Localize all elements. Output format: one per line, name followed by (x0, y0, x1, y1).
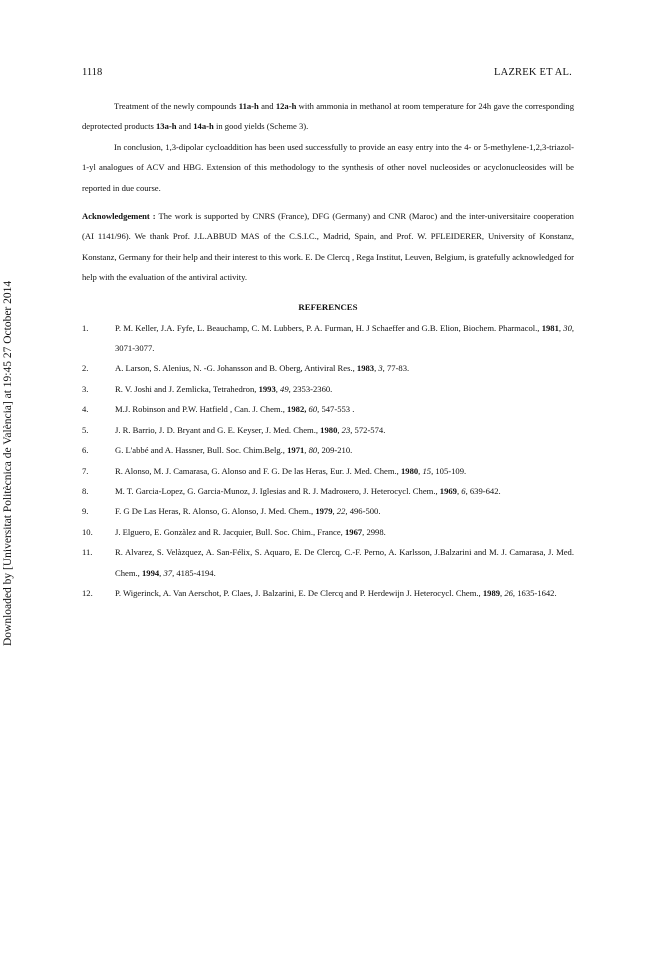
reference-volume: 60 (308, 404, 318, 415)
reference-number: 9. (82, 506, 89, 517)
reference-volume: 6 (461, 485, 466, 496)
reference-volume: 49 (280, 383, 289, 394)
reference-item (82, 379, 574, 399)
reference-item (82, 440, 574, 460)
reference-number: 5. (82, 424, 89, 435)
reference-number: 1. (82, 322, 89, 333)
reference-item (82, 542, 574, 583)
reference-pages: , 639-642. (465, 485, 501, 496)
compound-label: 14a-h (193, 121, 214, 132)
reference-volume: 3 (378, 363, 383, 374)
reference-authors: J. R. Barrio, J. D. Bryant and G. E. Keyser, J. Med. Chem., (115, 424, 321, 435)
reference-separator: , (500, 587, 505, 598)
text-run: in good yields (Scheme 3). (213, 121, 309, 132)
reference-item (82, 522, 574, 542)
reference-separator: , (159, 567, 164, 578)
reference-number: 6. (82, 445, 89, 456)
reference-pages: , 4185-4194. (172, 567, 216, 578)
reference-separator: , (332, 506, 337, 517)
reference-volume: 15 (422, 465, 432, 476)
reference-pages: , 2353-2360. (288, 383, 333, 394)
page-number: 1118 (82, 67, 103, 78)
text-run: with ammonia in methanol at room temperature for 24h gave the corresponding deprotected products (82, 101, 574, 132)
reference-number: 8. (82, 485, 89, 496)
reference-number: 12. (82, 587, 93, 598)
reference-item (82, 358, 574, 378)
acknowledgement-label: Acknowledgement : (82, 211, 156, 222)
reference-separator: , (275, 383, 281, 394)
reference-separator: , (337, 424, 342, 435)
reference-number: 7. (82, 465, 89, 476)
reference-item (82, 399, 574, 419)
compound-label: 12a-h (275, 101, 297, 111)
reference-item (82, 583, 574, 603)
reference-year: 1981 (541, 322, 559, 333)
compound-label: 11a-h (238, 101, 259, 111)
running-title: LAZREK ET AL. (494, 67, 572, 78)
reference-authors: R. Alvarez, S. Velàzquez, A. San-Félix, S. Aquaro, E. De Clercq, C.-F. Perno, A. Karlsson, J.Balzarini and M. J. Camarasa, J. Med. Chem., (115, 547, 574, 578)
acknowledgement-text: The work is supported by CNRS (France), DFG (Germany) and CNR (Maroc) and the inter-universitaire cooperation (AI 1141/96). We thank Prof. J.L.ABBUD MAS of the C.S.I.C., Madrid, Spain, and Prof. W. PFLEIDERER, University of Konstanz, Konstanz, Germany for their help and their interest to this work. E. De Clercq , Rega Institut, Leuven, Belgium, is gratefully acknowledged for help with the evaluation of the antiviral activity. (82, 211, 574, 283)
reference-year: 1971 (287, 445, 305, 456)
reference-separator: , (418, 465, 423, 476)
reference-authors: R. V. Joshi and J. Zemlicka, Tetrahedron, (115, 383, 259, 394)
reference-year: 1969 (439, 485, 457, 496)
acknowledgement (82, 206, 574, 288)
text-run: and (176, 121, 194, 132)
references-heading: REFERENCES (298, 301, 358, 312)
reference-pages: , 496-500. (345, 506, 381, 517)
paragraph-conclusion: In conclusion, 1,3-dipolar cycloaddition has been used successfully to provide an easy entry into the 4- or 5-methylene-1,2,3-triazol-1-yl analogues of ACV and HBG. Extension of this methodology to the synthesis of other novel nucleosides or acyclonucleosides will be reported in due course. (82, 141, 574, 193)
reference-year: 1982, (287, 404, 307, 415)
reference-volume: 80 (308, 445, 318, 456)
reference-item (82, 461, 574, 481)
reference-authors: J. Elguero, E. Gonzàlez and R. Jacquier, Bull. Soc. Chim., France, (115, 526, 345, 537)
reference-authors: A. Larson, S. Alenius, N. -G. Johansson and B. Oberg, Antiviral Res., (115, 363, 357, 374)
reference-item (82, 420, 574, 440)
paragraph-treatment (82, 96, 574, 137)
reference-item (82, 318, 574, 359)
reference-number: 3. (82, 383, 89, 394)
reference-volume: 26 (504, 587, 513, 598)
reference-number: 10. (82, 526, 93, 537)
reference-volume: 30 (563, 322, 572, 333)
reference-volume: 23 (341, 424, 351, 435)
download-watermark: Downloaded by [Universitat Politècnica de València] at 19:45 27 October 2014 (2, 280, 14, 646)
reference-number: 4. (82, 404, 89, 415)
reference-pages: , 105-109. (431, 465, 467, 476)
page-header (82, 67, 572, 83)
article-body (82, 96, 574, 603)
reference-separator: , (558, 322, 564, 333)
reference-year: 1967 (344, 526, 363, 537)
reference-year: 1979 (315, 506, 333, 517)
text-run: and (258, 101, 276, 111)
reference-pages: , 1635-1642. (512, 587, 557, 598)
reference-volume: 37 (163, 567, 173, 578)
reference-pages: , 2998. (362, 526, 386, 537)
reference-pages: , 209-210. (317, 445, 353, 456)
reference-authors: P. Wigerinck, A. Van Aerschot, P. Claes, J. Balzarini, E. De Clercq and P. Herdewijn J. Heterocycl. Chem., (115, 587, 483, 598)
reference-year: 1983 (356, 363, 375, 374)
reference-authors: F. G De Las Heras, R. Alonso, G. Alonso, J. Med. Chem., (115, 506, 316, 517)
reference-item (82, 501, 574, 521)
reference-year: 1994 (141, 567, 160, 578)
compound-label: 13a-h (155, 121, 177, 132)
reference-authors: G. L'abbé and A. Hassner, Bull. Soc. Chim.Belg., (115, 445, 288, 456)
reference-volume: 22 (336, 506, 346, 517)
reference-separator: , (456, 485, 462, 496)
text-run: Treatment of the newly compounds (114, 101, 239, 111)
reference-year: 1980 (320, 424, 338, 435)
reference-year: 1993 (258, 383, 276, 394)
reference-pages: , 3071-3077. (115, 322, 575, 354)
reference-authors: P. M. Keller, J.A. Fyfe, L. Beauchamp, C. M. Lubbers, P. A. Furman, H. J Schaeffer and G.B. Elion, Biochem. Pharmacol., (115, 322, 542, 333)
reference-number: 11. (82, 547, 93, 558)
reference-pages: , 77-83. (382, 363, 410, 374)
references-list (82, 318, 574, 604)
reference-item (82, 481, 574, 501)
reference-authors: M.J. Robinson and P.W. Hatfield , Can. J. Chem., (115, 404, 288, 415)
reference-authors: M. T. Garcia-Lopez, G. Garcia-Munoz, J. Iglesias and R. J. Madrонero, J. Heterocycl. Chem., (115, 485, 440, 496)
reference-pages: , 572-574. (350, 424, 386, 435)
reference-pages: , 547-553 . (317, 404, 355, 415)
reference-year: 1989 (482, 587, 501, 598)
reference-separator: , (304, 445, 309, 456)
reference-separator: , (374, 363, 379, 374)
reference-year: 1980 (400, 465, 419, 476)
reference-authors: R. Alonso, M. J. Camarasa, G. Alonso and F. G. De las Heras, Eur. J. Med. Chem., (115, 465, 401, 476)
reference-number: 2. (82, 363, 89, 374)
